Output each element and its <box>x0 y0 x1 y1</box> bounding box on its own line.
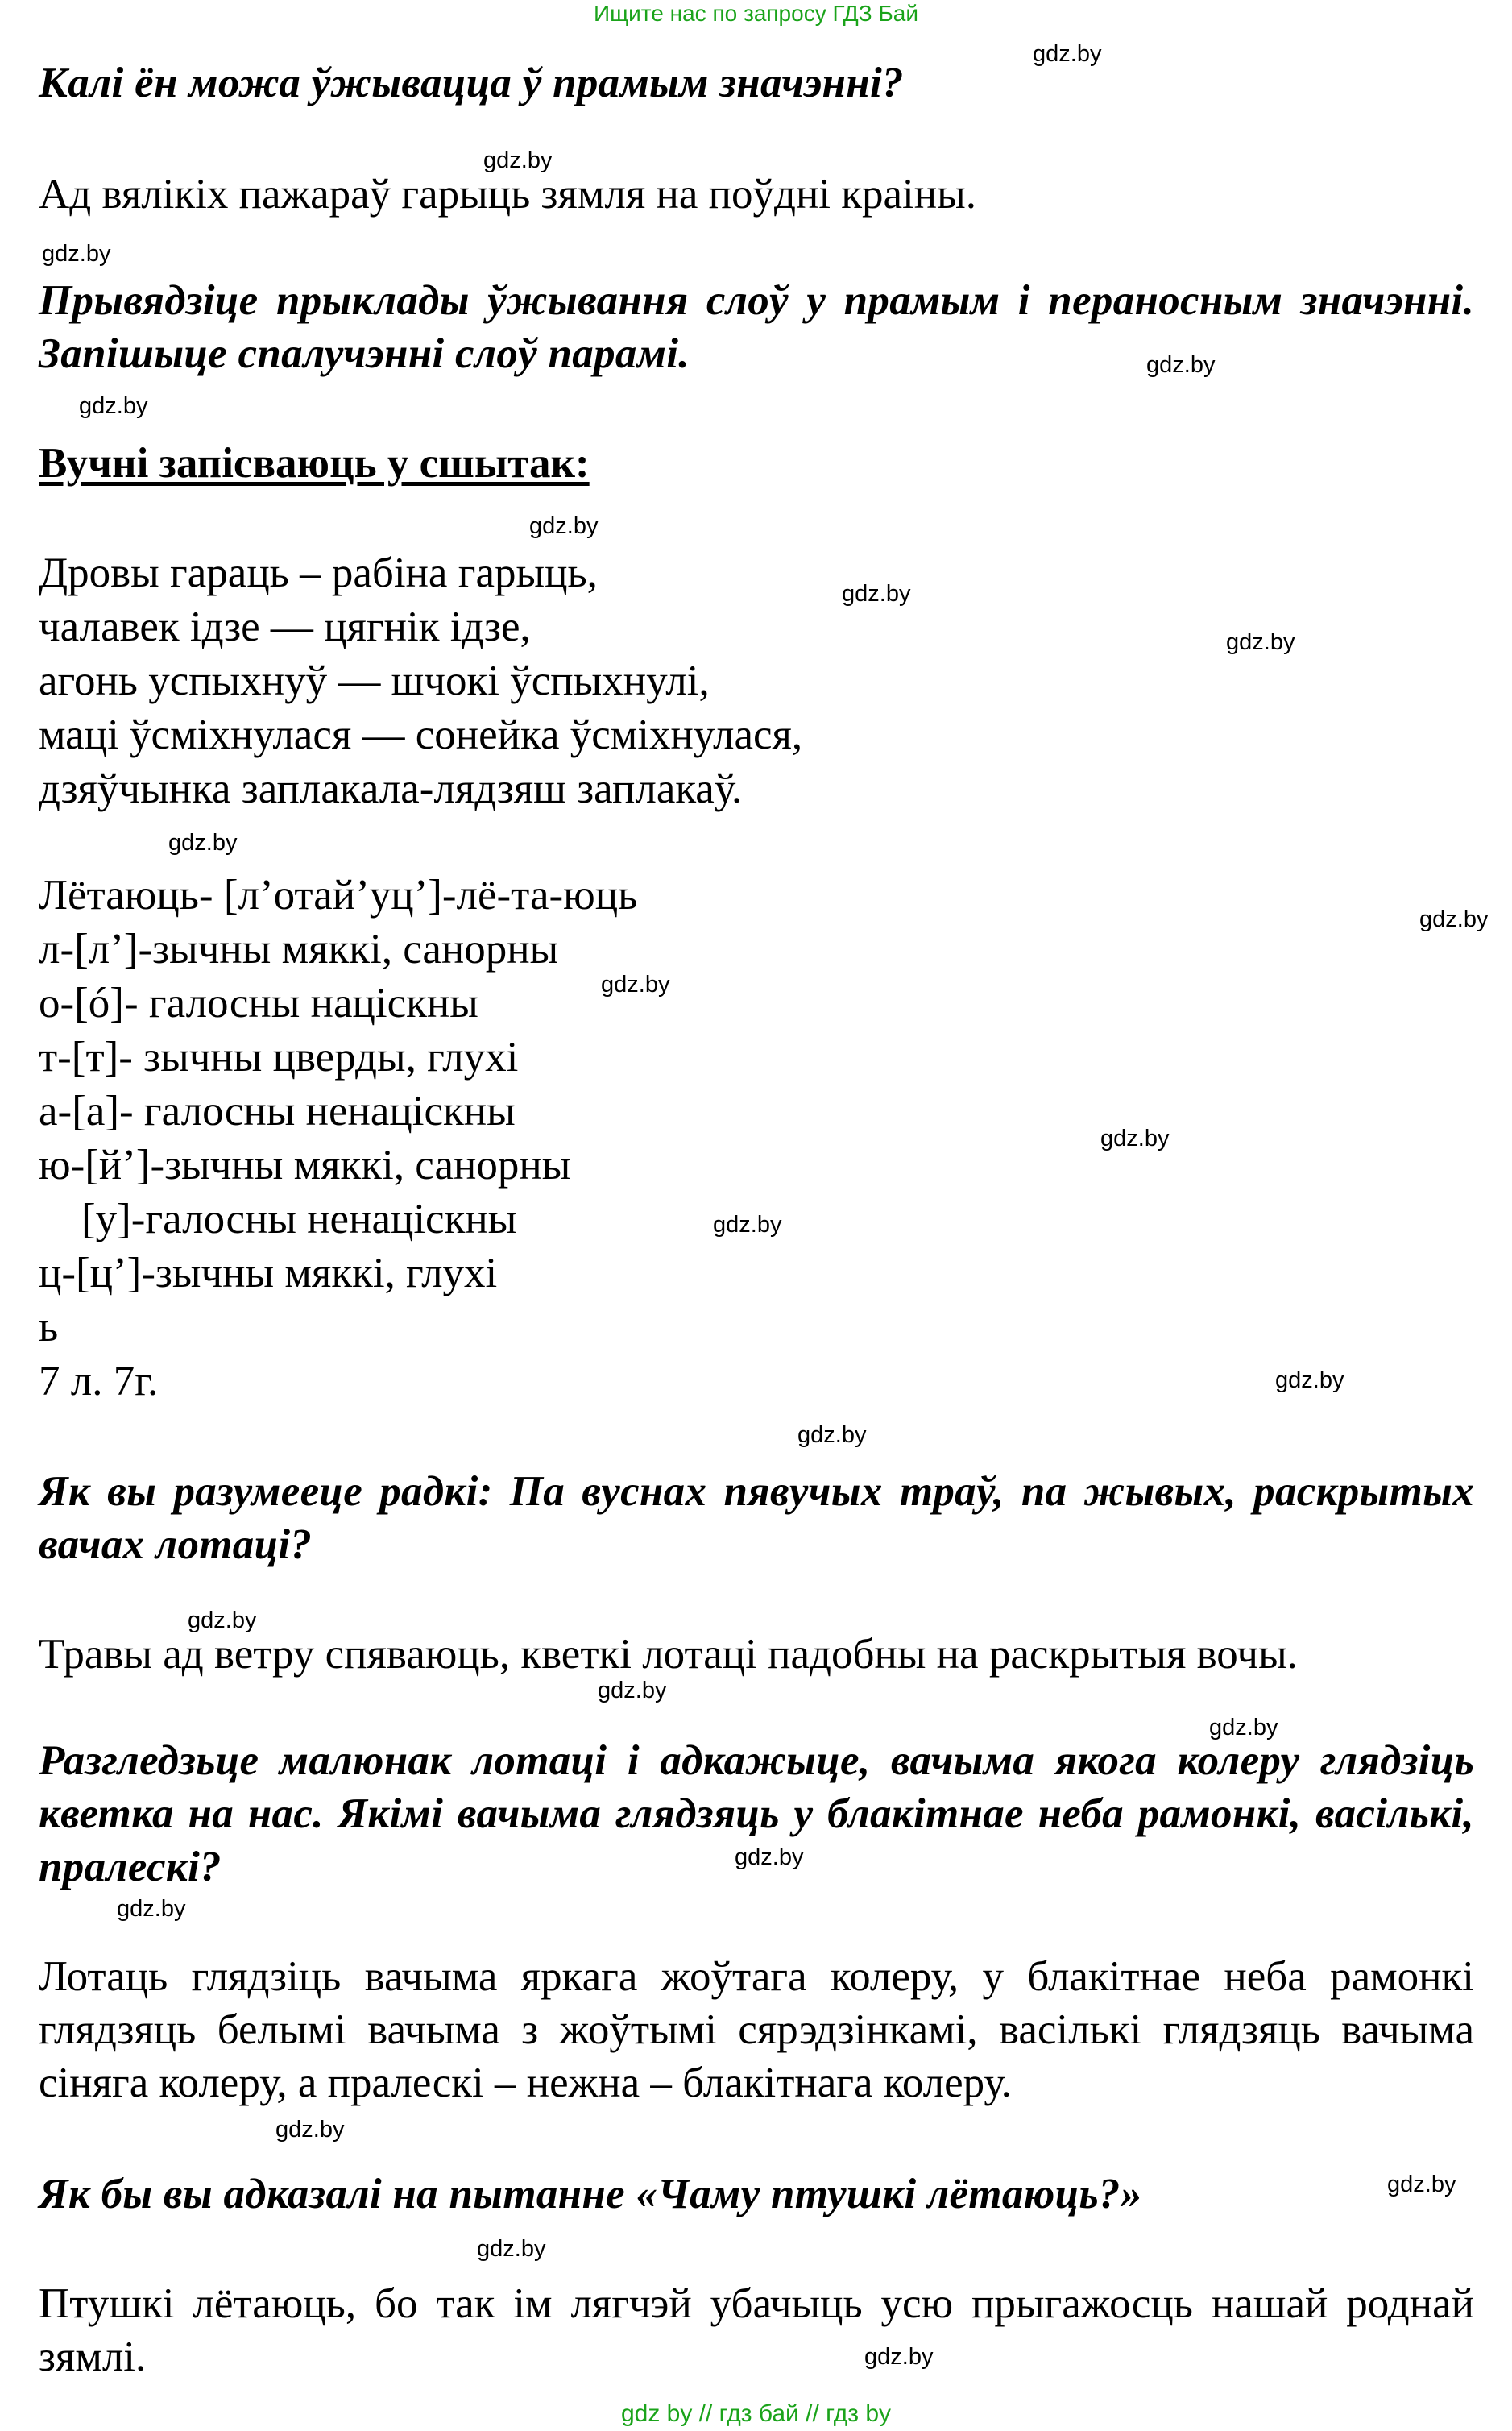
word-pair-line: дзяўчынка заплакала-лядзяш заплакаў. <box>39 765 743 812</box>
watermark-label: gdz.by <box>79 393 148 419</box>
phonetic-line: о-[ó]- галосны націскны <box>39 980 478 1027</box>
phonetic-line: Лётаюць- [л’отай’уц’]-лё-та-юць <box>39 872 638 919</box>
watermark-label: gdz.by <box>797 1422 867 1448</box>
watermark-label: gdz.by <box>1209 1715 1278 1740</box>
notebook-heading: Вучні запісваюць у сшытак: <box>39 440 590 487</box>
answer-direct-meaning: Ад вялікіх пажараў гарыць зямля на поўдні краіны. <box>39 171 977 218</box>
phonetic-line: а-[а]- галосны ненаціскны <box>39 1088 516 1135</box>
word-pair-line: агонь успыхнуў — шчокі ўспыхнулі, <box>39 658 710 704</box>
watermark-label: gdz.by <box>529 513 599 539</box>
watermark-label: gdz.by <box>713 1212 782 1238</box>
watermark-label: gdz.by <box>42 241 111 267</box>
word-pair-line: маці ўсміхнулася — сонейка ўсміхнулася, <box>39 711 803 758</box>
answer-birds-fly: Птушкі лётаюць, бо так ім лягчэй убачыць усю прыгажосць нашай роднай зямлі. <box>39 2280 1474 2380</box>
phonetic-summary: 7 л. 7г. <box>39 1358 159 1404</box>
phonetic-line: т-[т]- зычны цверды, глухі <box>39 1034 519 1081</box>
search-hint-banner: Ищите нас по запросу ГДЗ Бай <box>593 1 919 26</box>
question-word-usage: Прывядзіце прыклады ўжывання слоў у прамым і пераносным значэнні. Запішыце спалучэнні слоў парамі. <box>39 277 1474 377</box>
footer-banner: gdz by // гдз бай // гдз by <box>620 2400 892 2427</box>
watermark-label: gdz.by <box>275 2117 345 2143</box>
answer-lines-meaning: Травы ад ветру спяваюць, кветкі лотаці падобны на раскрытыя вочы. <box>39 1631 1298 1678</box>
phonetic-line: ь <box>39 1304 59 1350</box>
watermark-label: gdz.by <box>188 1608 257 1633</box>
watermark-label: gdz.by <box>477 2236 546 2262</box>
watermark-label: gdz.by <box>168 830 238 856</box>
question-flower-picture: Разгледзьце малюнак лотаці і адкажыце, вачыма якога колеру глядзіць кветка на нас. Якімі вачыма глядзяць у блакітнае неба рамонкі, васількі, пралескі? <box>39 1737 1474 1890</box>
watermark-label: gdz.by <box>735 1844 804 1870</box>
watermark-label: gdz.by <box>842 581 911 607</box>
phonetic-line: ц-[ц’]-зычны мяккі, глухі <box>39 1250 498 1296</box>
question-birds-fly: Як бы вы адказалі на пытанне «Чаму птушкі лётаюць?» <box>39 2171 1142 2217</box>
watermark-label: gdz.by <box>1419 906 1489 932</box>
watermark-label: gdz.by <box>1226 629 1295 655</box>
phonetic-analysis <box>39 869 1474 1408</box>
word-pair-line: чалавек ідзе — цягнік ідзе, <box>39 604 531 650</box>
phonetic-line: л-[л’]-зычны мяккі, санорны <box>39 926 559 973</box>
watermark-label: gdz.by <box>601 972 670 998</box>
phonetic-line: ю-[й’]-зычны мяккі, санорны <box>39 1142 571 1189</box>
answer-flower-picture: Лотаць глядзіць вачыма яркага жоўтага колеру, у блакітнае неба рамонкі глядзяць белымі вачыма з жоўтымі сярэдзінкамі, васількі глядзяць вачыма сіняга колеру, а пралескі – нежна – блакітнага колеру. <box>39 1953 1474 2106</box>
watermark-label: gdz.by <box>117 1896 186 1922</box>
word-pairs-list <box>39 546 1474 816</box>
watermark-label: gdz.by <box>1033 41 1102 67</box>
question-lines-meaning: Як вы разумееце радкі: Па вуснах пявучых траў, па жывых, раскрытых вачах лотаці? <box>39 1468 1474 1568</box>
watermark-label: gdz.by <box>864 2344 934 2370</box>
watermark-label: gdz.by <box>1387 2172 1456 2197</box>
watermark-label: gdz.by <box>1100 1126 1170 1151</box>
watermark-label: gdz.by <box>483 147 553 173</box>
question-direct-meaning: Калі ён можа ўжывацца ў прамым значэнні? <box>39 60 904 106</box>
watermark-label: gdz.by <box>1275 1367 1344 1393</box>
word-pair-line: Дровы гараць – рабіна гарыць, <box>39 550 598 596</box>
watermark-label: gdz.by <box>598 1678 667 1703</box>
phonetic-line: [у]-галосны ненаціскны <box>39 1196 517 1242</box>
watermark-label: gdz.by <box>1146 352 1216 378</box>
